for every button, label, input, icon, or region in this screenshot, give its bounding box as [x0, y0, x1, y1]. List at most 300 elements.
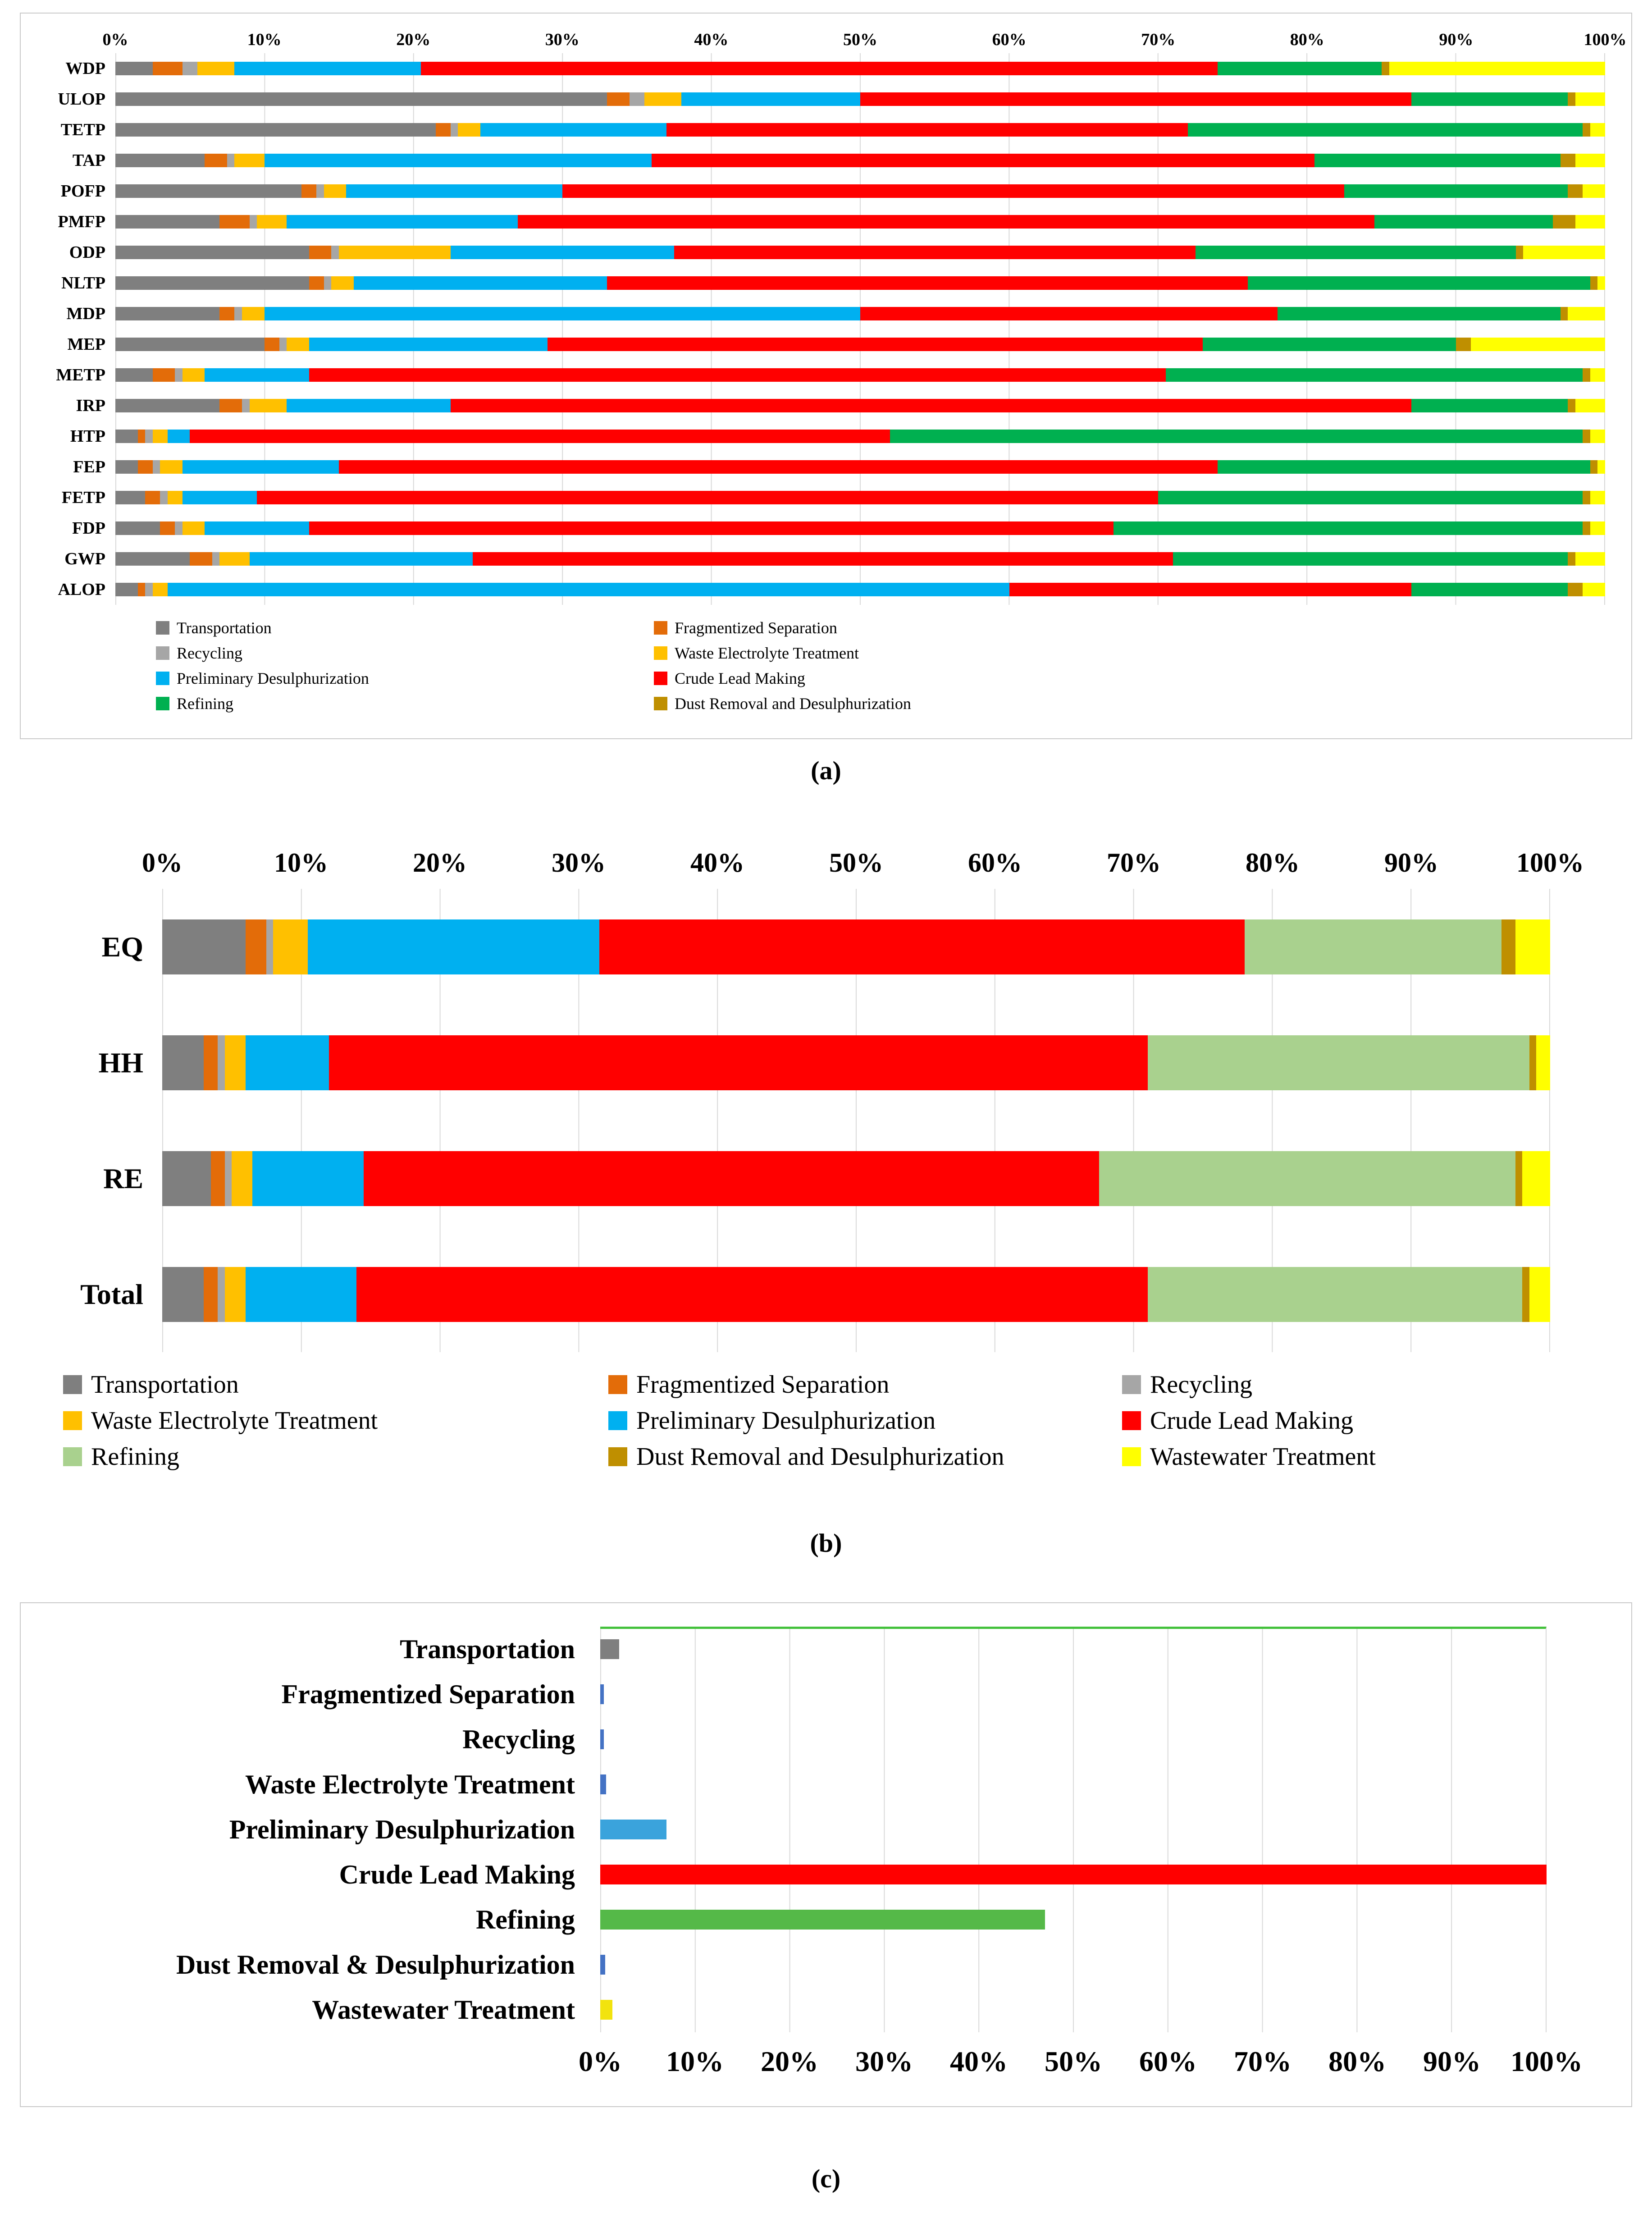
- bar-segment-waste-electrolyte-treatment: [257, 215, 287, 229]
- legend-label: Dust Removal and Desulphurization: [636, 1443, 1004, 1471]
- bar-segment-transportation: [115, 338, 265, 351]
- axis-tick-label: 20%: [761, 2045, 818, 2077]
- bar-segment-crude-lead-making: [652, 154, 1314, 167]
- bar-segment-preliminary-desulphurization: [252, 1151, 363, 1206]
- bar-segment-fragmentized-separation: [309, 276, 324, 290]
- axis-tick-label: 80%: [1328, 2045, 1386, 2077]
- bar-segment-recycling: [225, 1151, 232, 1206]
- axis-tick-label: 50%: [829, 848, 883, 878]
- bar-track: [115, 368, 1605, 382]
- bar-track: [115, 399, 1605, 412]
- bar-segment-refining: [1114, 521, 1583, 535]
- panel-a-x-axis: [102, 21, 1627, 53]
- bar-segment-waste-electrolyte-treatment: [219, 552, 249, 566]
- axis-tick-label: 70%: [1234, 2045, 1291, 2077]
- bar-segment-waste-electrolyte-treatment: [234, 154, 264, 167]
- axis-tick-label: 70%: [1107, 848, 1161, 878]
- bar-segment-wastewater-treatment: [1590, 521, 1605, 535]
- bar-segment-fragmentized-separation: [138, 583, 146, 596]
- bar-segment-refining: [1218, 62, 1382, 75]
- bar-segment-wastewater-treatment: [1529, 1267, 1550, 1322]
- bar-segment-recycling: [266, 919, 273, 974]
- chart-row: [72, 513, 1605, 544]
- bar-segment-wastewater-treatment: [1575, 399, 1605, 412]
- category-label: FDP: [72, 519, 105, 538]
- bar-segment-transportation: [115, 552, 190, 566]
- legend-swatch-transportation: [63, 1375, 82, 1394]
- bar-segment-dust-removal-and-desulphurization: [1583, 521, 1590, 535]
- bar-segment-dust-removal-and-desulphurization: [1553, 215, 1575, 229]
- category-label: GWP: [64, 549, 105, 568]
- bar-segment-dust-removal-and-desulphurization: [1382, 62, 1389, 75]
- legend-item: [156, 694, 654, 713]
- bar-segment-wastewater-treatment: [1471, 338, 1605, 351]
- chart-row: [56, 360, 1605, 390]
- bar-segment-waste-electrolyte-treatment: [331, 276, 354, 290]
- caption-b: (b): [810, 1528, 842, 1558]
- chart-row: [58, 574, 1605, 605]
- bar-segment-dust-removal-and-desulphurization: [1583, 368, 1590, 382]
- bar-segment-refining: [1411, 399, 1568, 412]
- bar-segment-refining: [1203, 338, 1456, 351]
- legend-swatch-recycling: [156, 646, 169, 660]
- bar-segment-fragmentized-separation: [309, 246, 332, 259]
- bar-segment-refining: [1245, 919, 1501, 974]
- bar-segment-refining: [1314, 154, 1560, 167]
- bar-segment-transportation: [115, 123, 436, 137]
- bar-track: [115, 460, 1605, 474]
- bar-segment-waste-electrolyte-treatment: [339, 246, 451, 259]
- category-label: WDP: [65, 59, 105, 78]
- legend-item: [608, 1406, 1122, 1435]
- legend-swatch-dust-removal-and-desulphurization: [608, 1447, 627, 1466]
- bar-segment-wastewater-treatment: [1590, 368, 1605, 382]
- legend-item: [1122, 1442, 1652, 1471]
- bar-track: [115, 62, 1605, 75]
- legend-swatch-refining: [156, 697, 169, 710]
- bar-segment-refining: [1411, 92, 1568, 106]
- legend-swatch-waste-electrolyte-treatment: [63, 1411, 82, 1430]
- bar-segment-waste-electrolyte-treatment: [153, 583, 168, 596]
- legend-label: Waste Electrolyte Treatment: [91, 1407, 378, 1435]
- bar-segment-transportation: [162, 1151, 211, 1206]
- bar-segment-preliminary-desulphurization: [309, 338, 548, 351]
- bar-segment-crude-lead-making: [674, 246, 1196, 259]
- legend-item: [654, 694, 1631, 713]
- bar-track: [115, 184, 1605, 198]
- category-label: HTP: [70, 427, 105, 446]
- bar-segment-refining: [1173, 552, 1568, 566]
- bar-segment-crude-lead-making: [364, 1151, 1099, 1206]
- axis-tick-label: 0%: [579, 2045, 622, 2077]
- bar-crude-lead-making: [600, 1865, 1547, 1884]
- bar-segment-transportation: [162, 1267, 204, 1322]
- bar-segment-dust-removal-and-desulphurization: [1568, 583, 1583, 596]
- bar-segment-waste-electrolyte-treatment: [287, 338, 309, 351]
- axis-tick-label: 20%: [396, 30, 431, 49]
- bar-segment-wastewater-treatment: [1536, 1035, 1550, 1090]
- legend-label: Crude Lead Making: [675, 669, 805, 687]
- bar-segment-transportation: [115, 460, 138, 474]
- bar-segment-wastewater-treatment: [1590, 123, 1605, 137]
- bar-segment-waste-electrolyte-treatment: [197, 62, 235, 75]
- bar-segment-crude-lead-making: [518, 215, 1374, 229]
- bar-segment-refining: [1374, 215, 1553, 229]
- bar-segment-transportation: [115, 491, 145, 504]
- category-label: FEP: [73, 457, 105, 476]
- bar-segment-wastewater-treatment: [1389, 62, 1605, 75]
- bar-segment-recycling: [153, 460, 160, 474]
- bar-segment-refining: [1196, 246, 1516, 259]
- bar-segment-crude-lead-making: [329, 1035, 1148, 1090]
- legend-swatch-crude-lead-making: [654, 672, 667, 685]
- legend-swatch-crude-lead-making: [1122, 1411, 1141, 1430]
- legend-swatch-fragmentized-separation: [654, 621, 667, 635]
- legend-label: Wastewater Treatment: [1150, 1443, 1376, 1471]
- category-label: FETP: [61, 488, 105, 507]
- bar-segment-transportation: [115, 368, 153, 382]
- axis-tick-label: 100%: [1516, 848, 1584, 878]
- legend-item: [654, 618, 1631, 637]
- axis-tick-label: 80%: [1290, 30, 1324, 49]
- axis-tick-label: 20%: [413, 848, 467, 878]
- bar-segment-preliminary-desulphurization: [234, 62, 420, 75]
- bar-segment-recycling: [175, 368, 183, 382]
- legend-swatch-preliminary-desulphurization: [156, 672, 169, 685]
- axis-tick-label: 90%: [1384, 848, 1438, 878]
- category-label: Wastewater Treatment: [312, 1994, 575, 2025]
- panel-a-legend: [156, 618, 1631, 713]
- legend-swatch-refining: [63, 1447, 82, 1466]
- bar-segment-transportation: [115, 521, 160, 535]
- bar-segment-recycling: [145, 430, 153, 443]
- legend-label: Refining: [177, 695, 233, 713]
- chart-row: [60, 114, 1605, 145]
- bar-segment-refining: [1158, 491, 1583, 504]
- bar-segment-preliminary-desulphurization: [265, 307, 860, 320]
- chart-row: [72, 145, 1605, 176]
- bar-segment-recycling: [250, 215, 257, 229]
- bar-segment-fragmentized-separation: [190, 552, 212, 566]
- legend-label: Refining: [91, 1443, 179, 1471]
- category-label: POFP: [60, 182, 105, 201]
- bar-segment-dust-removal-and-desulphurization: [1522, 1267, 1529, 1322]
- bar-segment-recycling: [212, 552, 220, 566]
- bar-segment-recycling: [234, 307, 242, 320]
- legend-label: Recycling: [177, 644, 242, 662]
- caption-a: (a): [811, 756, 841, 785]
- bar-segment-waste-electrolyte-treatment: [225, 1035, 246, 1090]
- legend-label: Fragmentized Separation: [636, 1371, 890, 1399]
- bar-segment-crude-lead-making: [309, 521, 1114, 535]
- bar-fragmentized-separation: [600, 1684, 604, 1704]
- bar-segment-refining: [1166, 368, 1583, 382]
- chart-row: [281, 1672, 1547, 1717]
- bar-segment-recycling: [145, 583, 153, 596]
- panel-b-stacked-bar-chart: [0, 847, 1652, 1471]
- legend-label: Transportation: [177, 619, 272, 637]
- axis-tick-label: 60%: [1139, 2045, 1197, 2077]
- bar-segment-crude-lead-making: [339, 460, 1218, 474]
- bar-segment-dust-removal-and-desulphurization: [1516, 246, 1524, 259]
- chart-row: [60, 176, 1605, 206]
- category-label: EQ: [101, 930, 143, 963]
- bar-track: [115, 338, 1605, 351]
- bar-segment-refining: [1278, 307, 1561, 320]
- bar-segment-preliminary-desulphurization: [287, 215, 517, 229]
- legend-swatch-preliminary-desulphurization: [608, 1411, 627, 1430]
- bar-segment-fragmentized-separation: [607, 92, 630, 106]
- axis-tick-label: 0%: [142, 848, 183, 878]
- bar-segment-transportation: [115, 154, 205, 167]
- category-label: NLTP: [61, 274, 105, 293]
- bar-segment-recycling: [160, 491, 168, 504]
- bar-segment-transportation: [115, 184, 301, 198]
- bar-segment-transportation: [115, 246, 309, 259]
- category-label: Fragmentized Separation: [281, 1679, 575, 1709]
- legend-item: [156, 618, 654, 637]
- bar-segment-crude-lead-making: [860, 307, 1278, 320]
- bar-transportation: [600, 1639, 619, 1659]
- bar-segment-wastewater-treatment: [1568, 307, 1605, 320]
- axis-tick-label: 70%: [1141, 30, 1176, 49]
- panel-c-x-axis: [579, 2040, 1583, 2081]
- legend-label: Waste Electrolyte Treatment: [675, 644, 859, 662]
- bar-segment-refining: [1188, 123, 1583, 137]
- chart-row: [312, 1987, 1547, 2032]
- chart-row: [462, 1717, 1547, 1762]
- bar-segment-fragmentized-separation: [211, 1151, 225, 1206]
- chart-row: [475, 1897, 1547, 1942]
- category-label: MEP: [67, 335, 105, 354]
- category-label: Refining: [475, 1904, 575, 1934]
- bar-segment-fragmentized-separation: [145, 491, 160, 504]
- bar-segment-crude-lead-making: [451, 399, 1411, 412]
- bar-recycling: [600, 1729, 604, 1749]
- bar-segment-refining: [1148, 1035, 1529, 1090]
- legend-item: [608, 1442, 1122, 1471]
- bar-segment-preliminary-desulphurization: [246, 1035, 329, 1090]
- axis-tick-label: 40%: [690, 848, 744, 878]
- bar-segment-transportation: [115, 62, 153, 75]
- bar-segment-fragmentized-separation: [160, 521, 175, 535]
- legend-label: Crude Lead Making: [1150, 1407, 1353, 1435]
- bar-segment-wastewater-treatment: [1522, 1151, 1550, 1206]
- bar-segment-preliminary-desulphurization: [183, 460, 339, 474]
- bar-segment-recycling: [630, 92, 644, 106]
- chart-row: [103, 1120, 1550, 1236]
- bar-segment-wastewater-treatment: [1583, 583, 1605, 596]
- bar-track: [115, 246, 1605, 259]
- legend-swatch-fragmentized-separation: [608, 1375, 627, 1394]
- bar-segment-fragmentized-separation: [219, 399, 242, 412]
- bar-segment-recycling: [451, 123, 458, 137]
- bar-segment-dust-removal-and-desulphurization: [1561, 307, 1568, 320]
- bar-segment-recycling: [279, 338, 287, 351]
- bar-segment-waste-electrolyte-treatment: [232, 1151, 252, 1206]
- bar-segment-waste-electrolyte-treatment: [644, 92, 682, 106]
- bar-segment-refining: [1248, 276, 1590, 290]
- chart-row: [98, 1005, 1550, 1120]
- legend-item: [156, 644, 654, 663]
- bar-segment-waste-electrolyte-treatment: [250, 399, 287, 412]
- bar-segment-refining: [1218, 460, 1590, 474]
- bar-segment-preliminary-desulphurization: [250, 552, 473, 566]
- bar-segment-waste-electrolyte-treatment: [273, 919, 308, 974]
- category-label: Preliminary Desulphurization: [229, 1814, 575, 1844]
- panel-c-plot-area: [176, 1627, 1547, 2032]
- category-label: TETP: [60, 120, 105, 139]
- legend-item: [654, 644, 1631, 663]
- axis-tick-label: 10%: [274, 848, 328, 878]
- chart-row: [245, 1762, 1547, 1807]
- bar-segment-wastewater-treatment: [1523, 246, 1605, 259]
- bar-segment-waste-electrolyte-treatment: [168, 491, 183, 504]
- category-label: RE: [103, 1162, 143, 1194]
- bar-segment-crude-lead-making: [257, 491, 1158, 504]
- bar-segment-transportation: [162, 919, 246, 974]
- category-label: Recycling: [462, 1724, 575, 1754]
- chart-row: [400, 1627, 1547, 1672]
- axis-tick-label: 30%: [552, 848, 606, 878]
- legend-label: Transportation: [91, 1371, 239, 1399]
- axis-tick-label: 10%: [666, 2045, 724, 2077]
- bar-segment-transportation: [115, 583, 138, 596]
- bar-segment-dust-removal-and-desulphurization: [1568, 184, 1583, 198]
- bar-preliminary-desulphurization: [600, 1820, 666, 1839]
- category-label: Transportation: [400, 1634, 575, 1664]
- bar-segment-waste-electrolyte-treatment: [324, 184, 347, 198]
- chart-row: [339, 1852, 1547, 1897]
- bar-segment-preliminary-desulphurization: [346, 184, 562, 198]
- bar-segment-preliminary-desulphurization: [205, 521, 309, 535]
- chart-row: [76, 390, 1605, 421]
- bar-track: [115, 552, 1605, 566]
- bar-segment-crude-lead-making: [599, 919, 1245, 974]
- category-label: Dust Removal & Desulphurization: [176, 1949, 575, 1980]
- legend-swatch-recycling: [1122, 1375, 1141, 1394]
- chart-row: [69, 237, 1605, 268]
- axis-tick-label: 30%: [855, 2045, 913, 2077]
- chart-row: [65, 53, 1605, 84]
- bar-segment-waste-electrolyte-treatment: [183, 368, 205, 382]
- axis-tick-label: 60%: [992, 30, 1027, 49]
- axis-tick-label: 0%: [102, 30, 128, 49]
- bar-segment-dust-removal-and-desulphurization: [1590, 460, 1598, 474]
- bar-segment-fragmentized-separation: [219, 215, 249, 229]
- bar-segment-waste-electrolyte-treatment: [225, 1267, 246, 1322]
- panel-b-plot-area: [80, 889, 1550, 1352]
- bar-segment-refining: [1099, 1151, 1515, 1206]
- legend-item: [63, 1442, 608, 1471]
- legend-label: Recycling: [1150, 1371, 1253, 1399]
- bar-segment-crude-lead-making: [309, 368, 1166, 382]
- legend-item: [63, 1370, 608, 1399]
- bar-track: [115, 154, 1605, 167]
- category-label: Total: [80, 1278, 143, 1310]
- axis-tick-label: 100%: [1511, 2045, 1583, 2077]
- chart-row: [64, 544, 1605, 574]
- category-label: ODP: [69, 243, 105, 262]
- bar-segment-dust-removal-and-desulphurization: [1590, 276, 1598, 290]
- bar-segment-transportation: [115, 307, 219, 320]
- bar-segment-crude-lead-making: [562, 184, 1345, 198]
- bar-segment-transportation: [115, 92, 607, 106]
- bar-segment-fragmentized-separation: [153, 368, 175, 382]
- bar-segment-wastewater-treatment: [1597, 460, 1605, 474]
- category-label: PMFP: [58, 212, 105, 231]
- bar-segment-fragmentized-separation: [138, 430, 146, 443]
- bar-segment-wastewater-treatment: [1575, 154, 1605, 167]
- axis-tick-label: 40%: [950, 2045, 1008, 2077]
- bar-segment-recycling: [183, 62, 197, 75]
- bar-segment-fragmentized-separation: [219, 307, 234, 320]
- legend-label: Preliminary Desulphurization: [636, 1407, 936, 1435]
- bar-dust-removal-desulphurization: [600, 1955, 605, 1975]
- bar-segment-preliminary-desulphurization: [681, 92, 860, 106]
- bar-segment-recycling: [316, 184, 324, 198]
- bar-segment-transportation: [115, 399, 219, 412]
- bar-segment-crude-lead-making: [421, 62, 1218, 75]
- bar-segment-wastewater-treatment: [1575, 92, 1605, 106]
- chart-row: [101, 889, 1550, 1005]
- legend-item: [1122, 1406, 1652, 1435]
- legend-item: [156, 669, 654, 688]
- bar-segment-dust-removal-and-desulphurization: [1561, 154, 1575, 167]
- axis-tick-label: 10%: [247, 30, 282, 49]
- chart-row: [66, 298, 1605, 329]
- bar-track: [115, 521, 1605, 535]
- bar-segment-preliminary-desulphurization: [205, 368, 309, 382]
- bar-segment-refining: [1411, 583, 1568, 596]
- panel-a-plot-area: [56, 53, 1605, 605]
- bar-track: [115, 491, 1605, 504]
- bar-segment-recycling: [218, 1035, 224, 1090]
- legend-item: [654, 669, 1631, 688]
- bar-segment-recycling: [331, 246, 339, 259]
- axis-tick-label: 60%: [968, 848, 1022, 878]
- bar-track: [115, 276, 1605, 290]
- bar-segment-crude-lead-making: [607, 276, 1248, 290]
- bar-wastewater-treatment: [600, 2000, 612, 2020]
- bar-segment-preliminary-desulphurization: [183, 491, 257, 504]
- axis-tick-label: 50%: [1045, 2045, 1102, 2077]
- bar-segment-crude-lead-making: [548, 338, 1203, 351]
- chart-row: [61, 268, 1605, 298]
- bar-track: [162, 1267, 1550, 1322]
- panel-b-legend: [63, 1370, 1652, 1471]
- bar-segment-recycling: [218, 1267, 224, 1322]
- bar-track: [162, 1151, 1550, 1206]
- axis-tick-label: 80%: [1246, 848, 1300, 878]
- bar-segment-preliminary-desulphurization: [354, 276, 607, 290]
- bar-segment-wastewater-treatment: [1575, 552, 1605, 566]
- category-label: HH: [98, 1046, 143, 1079]
- bar-segment-recycling: [242, 399, 250, 412]
- bar-segment-dust-removal-and-desulphurization: [1568, 399, 1575, 412]
- bar-waste-electrolyte-treatment: [600, 1774, 606, 1794]
- bar-segment-waste-electrolyte-treatment: [242, 307, 265, 320]
- bar-track: [162, 919, 1550, 974]
- bar-segment-refining: [1148, 1267, 1523, 1322]
- chart-row: [58, 206, 1605, 237]
- bar-segment-recycling: [227, 154, 235, 167]
- bar-segment-preliminary-desulphurization: [246, 1267, 356, 1322]
- bar-segment-fragmentized-separation: [204, 1035, 218, 1090]
- axis-tick-label: 90%: [1423, 2045, 1481, 2077]
- bar-segment-fragmentized-separation: [246, 919, 266, 974]
- bar-segment-transportation: [115, 215, 219, 229]
